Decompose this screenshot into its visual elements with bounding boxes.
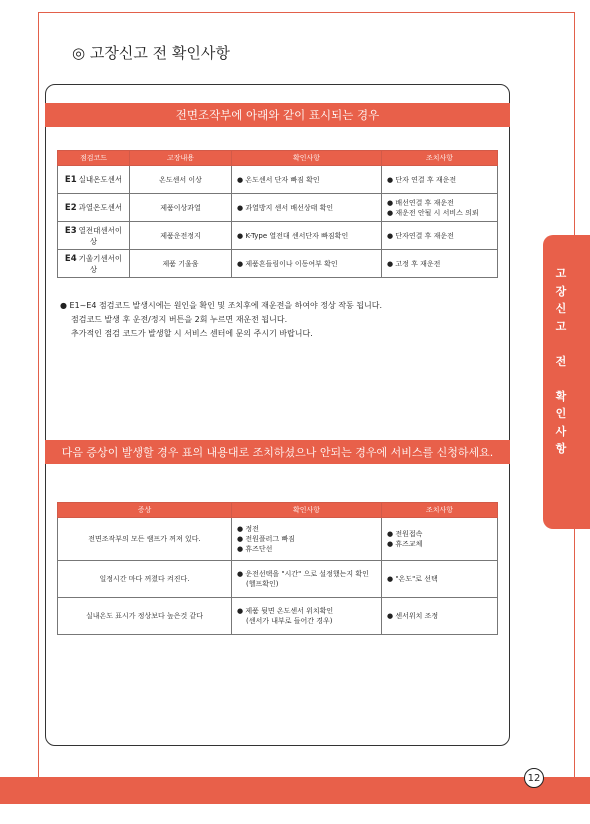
check-line: (센서가 내부로 들어간 경우): [246, 617, 333, 625]
header-check: 확인사항: [232, 503, 382, 518]
action-cell: [382, 222, 498, 250]
error-code: E1: [64, 175, 77, 185]
page-number: 12: [524, 768, 544, 788]
error-code-desc: 열전대센서이상: [78, 225, 123, 246]
side-tab-char: 항: [555, 442, 567, 455]
error-code: E4: [64, 253, 77, 264]
check-cell: [232, 194, 382, 222]
table-header-row: [58, 503, 498, 518]
side-tab-char: [553, 370, 569, 388]
action-line: ● 전원접속: [387, 530, 423, 538]
table-row: [58, 222, 498, 250]
note-line: 추가적인 점검 코드가 발생할 시 서비스 센터에 문의 주시기 바랍니다.: [71, 329, 313, 338]
check-cell: [232, 250, 382, 278]
side-tab-char: [553, 335, 569, 353]
header-code: 점검코드: [58, 151, 130, 166]
footer-bar: [0, 777, 590, 804]
section2-banner: 다음 증상이 발생할 경우 표의 내용대로 조치하셨으나 안되는 경우에 서비스를 신청하세요.: [45, 440, 510, 464]
action-cell: [382, 598, 498, 635]
side-tab-char: 신: [555, 302, 567, 315]
check-line: ● 운전선택을 "시간" 으로 설정했는지 확인: [237, 570, 369, 578]
check-line: ● 전원플러그 빠짐: [237, 535, 295, 543]
header-check: 확인사항: [232, 151, 382, 166]
side-tab-char: 확: [555, 389, 567, 403]
header-action: 조치사항: [382, 151, 498, 166]
action-line: ● 단자 연결 후 재운전: [387, 175, 457, 184]
action-cell: [382, 194, 498, 222]
check-line: ● 정전: [237, 525, 259, 533]
header-action: 조치사항: [382, 503, 498, 518]
side-tab-label: [553, 265, 569, 458]
error-code-cell: [58, 250, 130, 278]
header-fault: 고장내용: [130, 151, 232, 166]
header-symptom: 증상: [58, 503, 232, 518]
error-code-desc: 기울기센서이상: [78, 253, 123, 274]
error-code: E3: [64, 225, 77, 236]
check-cell: [232, 518, 382, 561]
table-row: [58, 250, 498, 278]
page-title: ◎ 고장신고 전 확인사항: [72, 44, 230, 62]
side-tab-char: 인: [555, 407, 567, 420]
check-line: ● K-Type 열전대 센서단자 빠짐확인: [237, 231, 349, 240]
check-cell: [232, 222, 382, 250]
check-line: (헬프확인): [246, 580, 279, 588]
action-line: ● 배선연결 후 재운전: [387, 198, 454, 207]
note-line: ● E1~E4 점검코드 발생시에는 원인을 확인 및 조치후에 재운전을 하여야 정상 작동 됩니다.: [60, 301, 383, 310]
check-line: ● 온도센서 단자 빠짐 확인: [237, 175, 320, 184]
table-row: [58, 598, 498, 635]
symptom-cell: 실내온도 표시가 정상보다 높은것 같다: [58, 598, 232, 635]
action-cell: [382, 166, 498, 194]
action-cell: [382, 561, 498, 598]
error-code-desc: 과열온도센서: [78, 203, 123, 212]
action-cell: [382, 518, 498, 561]
action-line: ● 고정 후 재운전: [387, 259, 441, 268]
error-code-desc: 실내온도센서: [78, 175, 123, 184]
action-line: ● 재운전 안될 시 서비스 의뢰: [387, 208, 479, 217]
side-tab-char: 고: [555, 267, 567, 280]
table-row: [58, 166, 498, 194]
check-line: ● 휴즈단선: [237, 545, 273, 553]
action-line: ● 휴즈교체: [387, 540, 423, 548]
notes: [60, 299, 382, 341]
error-code-cell: [58, 194, 130, 222]
action-line: ● 단자연결 후 재운전: [387, 231, 454, 240]
check-line: ● 제품 뒷면 온도센서 위치확인: [237, 607, 334, 615]
table-row: [58, 561, 498, 598]
check-cell: [232, 166, 382, 194]
table-row: [58, 518, 498, 561]
fault-cell: 제품운전정지: [130, 222, 232, 250]
side-tab-char: 고: [555, 319, 567, 333]
symptom-cell: 일정시간 마다 꺼졌다 켜진다.: [58, 561, 232, 598]
symptom-table: [57, 502, 498, 635]
error-code-cell: [58, 166, 130, 194]
error-code-cell: [58, 222, 130, 250]
fault-cell: 제품이상과열: [130, 194, 232, 222]
table-row: [58, 194, 498, 222]
side-tab-char: 전: [555, 354, 567, 368]
error-code-table: [57, 150, 498, 278]
side-tab-char: 장: [555, 284, 567, 298]
check-cell: [232, 561, 382, 598]
fault-cell: 온도센서 이상: [130, 166, 232, 194]
action-line: ● 센서위치 조정: [387, 612, 439, 620]
check-cell: [232, 598, 382, 635]
symptom-cell: 전면조작부의 모든 램프가 꺼져 있다.: [58, 518, 232, 561]
action-line: ● "온도"로 선택: [387, 575, 438, 583]
action-cell: [382, 250, 498, 278]
section1-banner: 전면조작부에 아래와 같이 표시되는 경우: [45, 103, 510, 127]
table-header-row: [58, 151, 498, 166]
side-tab-char: 사: [555, 424, 567, 438]
fault-cell: 제품 기울움: [130, 250, 232, 278]
check-line: ● 제품흔들림이나 이동여부 확인: [237, 259, 338, 268]
error-code: E2: [64, 203, 77, 213]
note-line: 점검코드 발생 후 운전/정지 버튼을 2회 누르면 재운전 됩니다.: [71, 315, 288, 324]
check-line: ● 과열방지 센서 배선상태 확인: [237, 203, 334, 212]
